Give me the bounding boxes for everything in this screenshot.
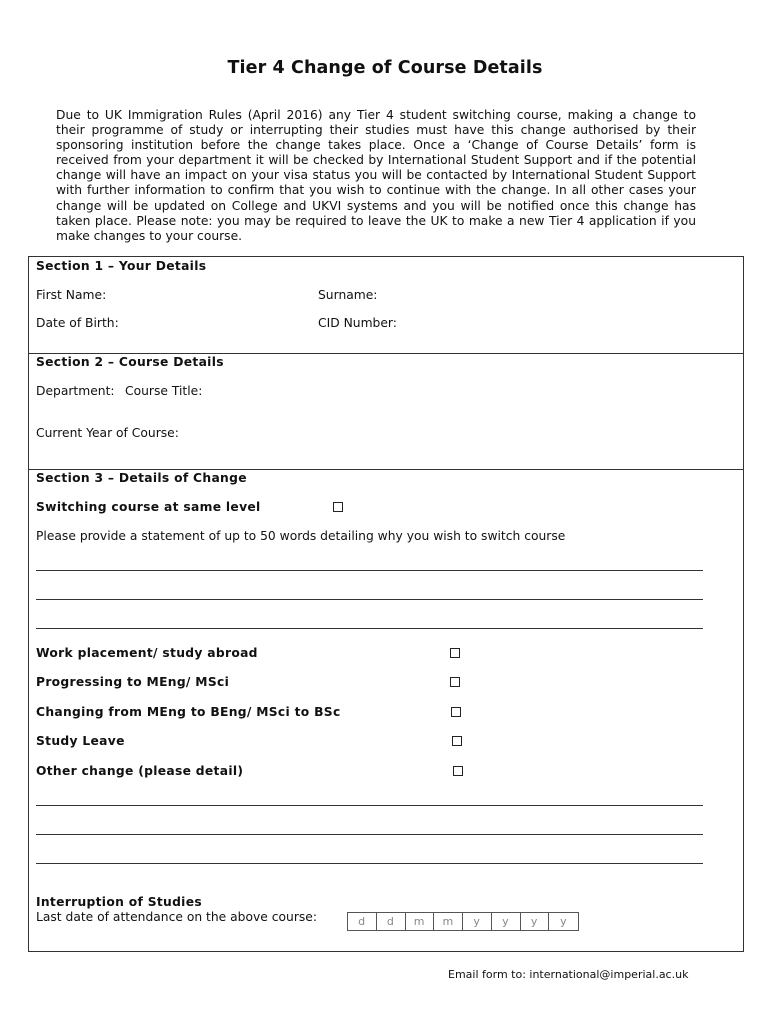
date-cell-day[interactable]: d — [377, 913, 406, 930]
section-divider-2 — [29, 469, 743, 470]
statement-prompt: Please provide a statement of up to 50 words detailing why you wish to switch course — [36, 529, 566, 543]
date-cell-month[interactable]: m — [434, 913, 463, 930]
other-detail-line-3[interactable] — [36, 863, 703, 864]
statement-line-3[interactable] — [36, 628, 703, 629]
department-label: Department: — [36, 384, 115, 398]
course-title-label: Course Title: — [125, 384, 203, 398]
changing-checkbox[interactable] — [451, 707, 461, 717]
date-cell-day[interactable]: d — [348, 913, 377, 930]
other-detail-line-2[interactable] — [36, 834, 703, 835]
work-placement-label: Work placement/ study abroad — [36, 646, 258, 660]
intro-paragraph: Due to UK Immigration Rules (April 2016) any Tier 4 student switching course, making a change to their programme of study or interrupting their studies must have this change authorised by their sponsoring institution before the change takes place. Once a ‘Change of Course Details’ form is received from your department it will be checked by International Student Support and if the potential change will have an impact on your visa status you will be contacted by International Student Support with further information to confirm that you wish to continue with the change. In all other cases your change will be updated on College and UKVI systems and you will be notified once this change has taken place. Please note: you may be required to leave the UK to make a new Tier 4 application if you make changes to your course. — [56, 108, 696, 243]
surname-label: Surname: — [318, 288, 378, 302]
progressing-label: Progressing to MEng/ MSci — [36, 675, 230, 689]
section-divider-1 — [29, 353, 743, 354]
email-footer: Email form to: international@imperial.ac.uk — [448, 968, 689, 981]
section1-heading: Section 1 – Your Details — [36, 259, 207, 273]
study-leave-label: Study Leave — [36, 734, 125, 748]
form-title: Tier 4 Change of Course Details — [227, 58, 543, 78]
dob-label: Date of Birth: — [36, 316, 119, 330]
section3-heading: Section 3 – Details of Change — [36, 471, 247, 485]
date-cell-year[interactable]: y — [463, 913, 492, 930]
progressing-checkbox[interactable] — [450, 677, 460, 687]
cid-label: CID Number: — [318, 316, 397, 330]
current-year-label: Current Year of Course: — [36, 426, 179, 440]
work-placement-checkbox[interactable] — [450, 648, 460, 658]
statement-line-2[interactable] — [36, 599, 703, 600]
switching-course-checkbox[interactable] — [333, 502, 343, 512]
switching-course-label: Switching course at same level — [36, 500, 261, 514]
section2-heading: Section 2 – Course Details — [36, 355, 224, 369]
first-name-label: First Name: — [36, 288, 107, 302]
study-leave-checkbox[interactable] — [452, 736, 462, 746]
date-cell-year[interactable]: y — [492, 913, 521, 930]
last-date-label: Last date of attendance on the above course: — [36, 910, 318, 924]
other-detail-line-1[interactable] — [36, 805, 703, 806]
date-cell-month[interactable]: m — [406, 913, 435, 930]
changing-label: Changing from MEng to BEng/ MSci to BSc — [36, 705, 341, 719]
date-cell-year[interactable]: y — [560, 915, 568, 928]
form-box — [28, 256, 744, 952]
interruption-heading: Interruption of Studies — [36, 895, 202, 909]
other-change-checkbox[interactable] — [453, 766, 463, 776]
date-cell-year[interactable]: y — [521, 913, 550, 930]
statement-line-1[interactable] — [36, 570, 703, 571]
other-change-label: Other change (please detail) — [36, 764, 244, 778]
last-date-field[interactable] — [347, 912, 579, 931]
